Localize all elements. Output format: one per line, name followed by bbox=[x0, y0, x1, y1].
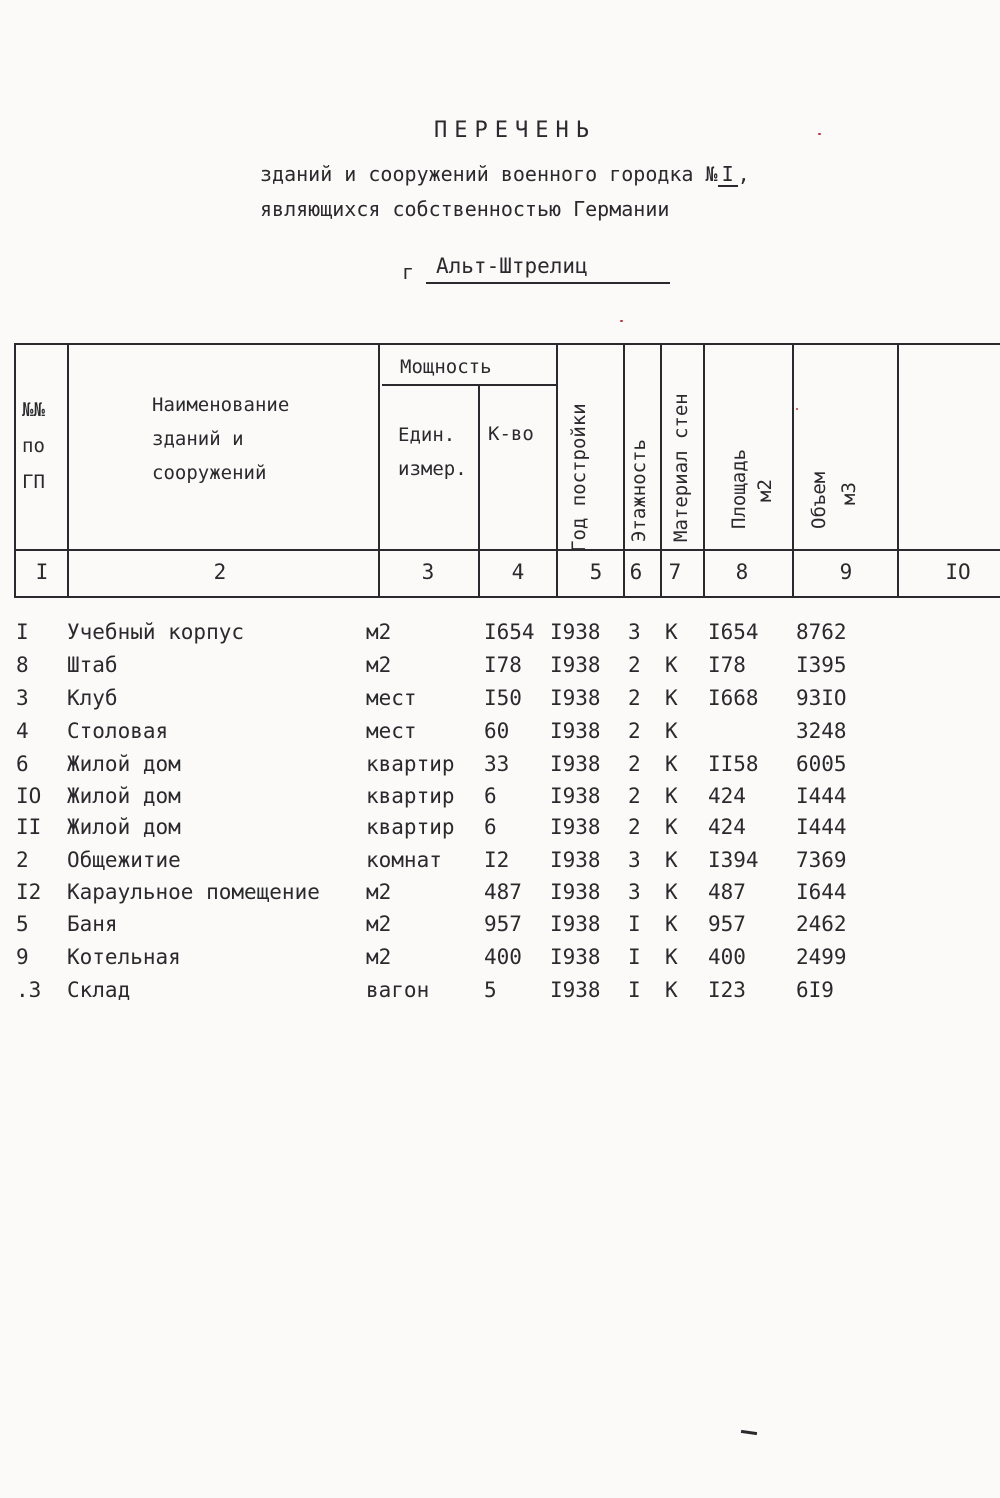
area: 487 bbox=[708, 880, 746, 904]
build-year: I938 bbox=[550, 686, 601, 710]
floors: 3 bbox=[628, 620, 641, 644]
scan-speck bbox=[620, 320, 623, 322]
wall-material: К bbox=[665, 978, 678, 1002]
unit: квартир bbox=[366, 784, 455, 808]
wall-material: К bbox=[665, 848, 678, 872]
header-col-9-unit: м3 bbox=[838, 482, 860, 505]
quantity: 33 bbox=[484, 752, 510, 776]
building-name: Жилой дом bbox=[67, 752, 181, 776]
unit: квартир bbox=[366, 815, 455, 839]
volume: 93IO bbox=[796, 686, 847, 710]
column-number: 8 bbox=[735, 560, 749, 584]
floors: 3 bbox=[628, 880, 641, 904]
build-year: I938 bbox=[550, 784, 601, 808]
build-year: I938 bbox=[550, 978, 601, 1002]
header-col-6: Этажность bbox=[628, 439, 650, 542]
header-col-8-name: Площадь bbox=[728, 448, 750, 529]
quantity: I78 bbox=[484, 653, 522, 677]
build-year: I938 bbox=[550, 945, 601, 969]
row-number: 8 bbox=[16, 653, 29, 677]
row-number: I bbox=[16, 620, 29, 644]
table-row bbox=[0, 719, 1000, 751]
column-number: I bbox=[35, 560, 49, 584]
unit: мест bbox=[366, 686, 417, 710]
wall-material: К bbox=[665, 912, 678, 936]
column-number: 5 bbox=[589, 560, 603, 584]
floors: 2 bbox=[628, 752, 641, 776]
volume: I444 bbox=[796, 815, 847, 839]
floors: I bbox=[628, 978, 641, 1002]
table-row bbox=[0, 752, 1000, 784]
area: I78 bbox=[708, 653, 746, 677]
unit: м2 bbox=[366, 653, 392, 677]
building-name: Караульное помещение bbox=[67, 880, 320, 904]
header-text: зданий и bbox=[152, 428, 244, 450]
table-top-rule bbox=[14, 343, 1000, 345]
column-number: 3 bbox=[421, 560, 435, 584]
wall-material: К bbox=[665, 686, 678, 710]
area: I23 bbox=[708, 978, 746, 1002]
table-row bbox=[0, 848, 1000, 880]
table-row bbox=[0, 978, 1000, 1010]
column-number: 4 bbox=[511, 560, 525, 584]
table-row bbox=[0, 880, 1000, 912]
quantity: 6 bbox=[484, 815, 497, 839]
floors: 2 bbox=[628, 719, 641, 743]
volume: I395 bbox=[796, 653, 847, 677]
column-number-rule bbox=[14, 596, 1000, 598]
unit: м2 bbox=[366, 945, 392, 969]
quantity: 957 bbox=[484, 912, 522, 936]
wall-material: К bbox=[665, 945, 678, 969]
table-row bbox=[0, 945, 1000, 977]
table-row bbox=[0, 653, 1000, 685]
unit: квартир bbox=[366, 752, 455, 776]
header-col-2 bbox=[152, 388, 289, 490]
quantity: 6 bbox=[484, 784, 497, 808]
building-name: Склад bbox=[67, 978, 131, 1002]
capacity-group-rule bbox=[382, 384, 556, 386]
unit: м2 bbox=[366, 880, 392, 904]
volume: I644 bbox=[796, 880, 847, 904]
floors: 2 bbox=[628, 815, 641, 839]
subtitle-line-2: являющихся собственностью Германии bbox=[260, 197, 670, 221]
table-row bbox=[0, 912, 1000, 944]
volume: 2462 bbox=[796, 912, 847, 936]
header-text: Наименование bbox=[152, 394, 290, 416]
building-name: Учебный корпус bbox=[67, 620, 245, 644]
header-col-5: Год постройки bbox=[568, 403, 590, 552]
row-number: 2 bbox=[16, 848, 29, 872]
table-row bbox=[0, 620, 1000, 652]
header-text: измер. bbox=[398, 458, 467, 480]
row-number: IO bbox=[16, 784, 42, 808]
row-number: 6 bbox=[16, 752, 29, 776]
area: I654 bbox=[708, 620, 759, 644]
col-divider bbox=[792, 343, 794, 598]
floors: 2 bbox=[628, 784, 641, 808]
header-text: по bbox=[22, 435, 45, 457]
build-year: I938 bbox=[550, 719, 601, 743]
header-text: сооружений bbox=[152, 462, 267, 484]
col-divider bbox=[703, 343, 705, 598]
build-year: I938 bbox=[550, 912, 601, 936]
row-number: 4 bbox=[16, 719, 29, 743]
row-number: I2 bbox=[16, 880, 42, 904]
wall-material: К bbox=[665, 719, 678, 743]
row-number: II bbox=[16, 815, 42, 839]
scan-mark bbox=[741, 1430, 757, 1435]
wall-material: К bbox=[665, 815, 678, 839]
build-year: I938 bbox=[550, 880, 601, 904]
header-col-4: К-во bbox=[488, 423, 534, 445]
wall-material: К bbox=[665, 752, 678, 776]
quantity: I2 bbox=[484, 848, 510, 872]
row-number: 3 bbox=[16, 686, 29, 710]
unit: вагон bbox=[366, 978, 430, 1002]
column-number: 2 bbox=[213, 560, 227, 584]
wall-material: К bbox=[665, 784, 678, 808]
build-year: I938 bbox=[550, 653, 601, 677]
header-col-9-name: Объем bbox=[808, 471, 830, 529]
area: 957 bbox=[708, 912, 746, 936]
volume: 8762 bbox=[796, 620, 847, 644]
floors: I bbox=[628, 912, 641, 936]
building-name: Жилой дом bbox=[67, 784, 181, 808]
scan-speck bbox=[818, 133, 821, 135]
subtitle-prefix: зданий и сооружений военного городка № bbox=[260, 162, 718, 186]
area: 424 bbox=[708, 815, 746, 839]
col-divider bbox=[556, 343, 558, 598]
building-name: Баня bbox=[67, 912, 118, 936]
scan-speck bbox=[796, 408, 798, 410]
area: II58 bbox=[708, 752, 759, 776]
header-text: №№ bbox=[22, 399, 45, 421]
floors: 3 bbox=[628, 848, 641, 872]
column-number: IO bbox=[945, 560, 971, 584]
building-name: Жилой дом bbox=[67, 815, 181, 839]
unit: комнат bbox=[366, 848, 442, 872]
quantity: I654 bbox=[484, 620, 535, 644]
col-divider bbox=[378, 343, 380, 598]
header-capacity: Мощность bbox=[400, 356, 492, 378]
building-name: Котельная bbox=[67, 945, 181, 969]
building-name: Столовая bbox=[67, 719, 169, 743]
col-divider bbox=[897, 343, 899, 598]
volume: 6005 bbox=[796, 752, 847, 776]
quantity: 487 bbox=[484, 880, 522, 904]
area: 400 bbox=[708, 945, 746, 969]
volume: 2499 bbox=[796, 945, 847, 969]
header-bottom-rule bbox=[14, 549, 1000, 551]
city-prefix: г bbox=[402, 260, 415, 284]
row-number: .3 bbox=[16, 978, 42, 1002]
unit: м2 bbox=[366, 912, 392, 936]
floors: 2 bbox=[628, 686, 641, 710]
build-year: I938 bbox=[550, 815, 601, 839]
building-name: Общежитие bbox=[67, 848, 181, 872]
header-col-3 bbox=[398, 418, 467, 486]
column-number: 9 bbox=[839, 560, 853, 584]
build-year: I938 bbox=[550, 620, 601, 644]
table-row bbox=[0, 784, 1000, 816]
unit: мест bbox=[366, 719, 417, 743]
town-number: I bbox=[718, 163, 738, 187]
header-text: Един. bbox=[398, 424, 456, 446]
header-col-7: Материал стен bbox=[670, 393, 692, 542]
col-divider bbox=[478, 384, 480, 598]
wall-material: К bbox=[665, 653, 678, 677]
wall-material: К bbox=[665, 620, 678, 644]
volume: 7369 bbox=[796, 848, 847, 872]
unit: м2 bbox=[366, 620, 392, 644]
area: I394 bbox=[708, 848, 759, 872]
volume: I444 bbox=[796, 784, 847, 808]
floors: I bbox=[628, 945, 641, 969]
col-divider bbox=[14, 343, 16, 598]
column-number: 7 bbox=[668, 560, 682, 584]
building-name: Штаб bbox=[67, 653, 118, 677]
building-name: Клуб bbox=[67, 686, 118, 710]
header-col-1 bbox=[22, 392, 45, 500]
wall-material: К bbox=[665, 880, 678, 904]
header-text: ГП bbox=[22, 471, 45, 493]
quantity: 5 bbox=[484, 978, 497, 1002]
volume: 6I9 bbox=[796, 978, 834, 1002]
col-divider bbox=[67, 343, 69, 598]
subtitle-suffix: , bbox=[737, 162, 750, 186]
quantity: 60 bbox=[484, 719, 510, 743]
header-col-8-unit: м2 bbox=[754, 479, 776, 502]
area: 424 bbox=[708, 784, 746, 808]
subtitle-line-1 bbox=[260, 162, 750, 187]
build-year: I938 bbox=[550, 848, 601, 872]
floors: 2 bbox=[628, 653, 641, 677]
city-name: Альт-Штрелиц bbox=[426, 254, 670, 284]
document-title: ПЕРЕЧЕНЬ bbox=[434, 118, 596, 143]
quantity: I50 bbox=[484, 686, 522, 710]
volume: 3248 bbox=[796, 719, 847, 743]
quantity: 400 bbox=[484, 945, 522, 969]
table-row bbox=[0, 815, 1000, 847]
row-number: 9 bbox=[16, 945, 29, 969]
area: I668 bbox=[708, 686, 759, 710]
row-number: 5 bbox=[16, 912, 29, 936]
build-year: I938 bbox=[550, 752, 601, 776]
column-number: 6 bbox=[629, 560, 643, 584]
table-row bbox=[0, 686, 1000, 718]
